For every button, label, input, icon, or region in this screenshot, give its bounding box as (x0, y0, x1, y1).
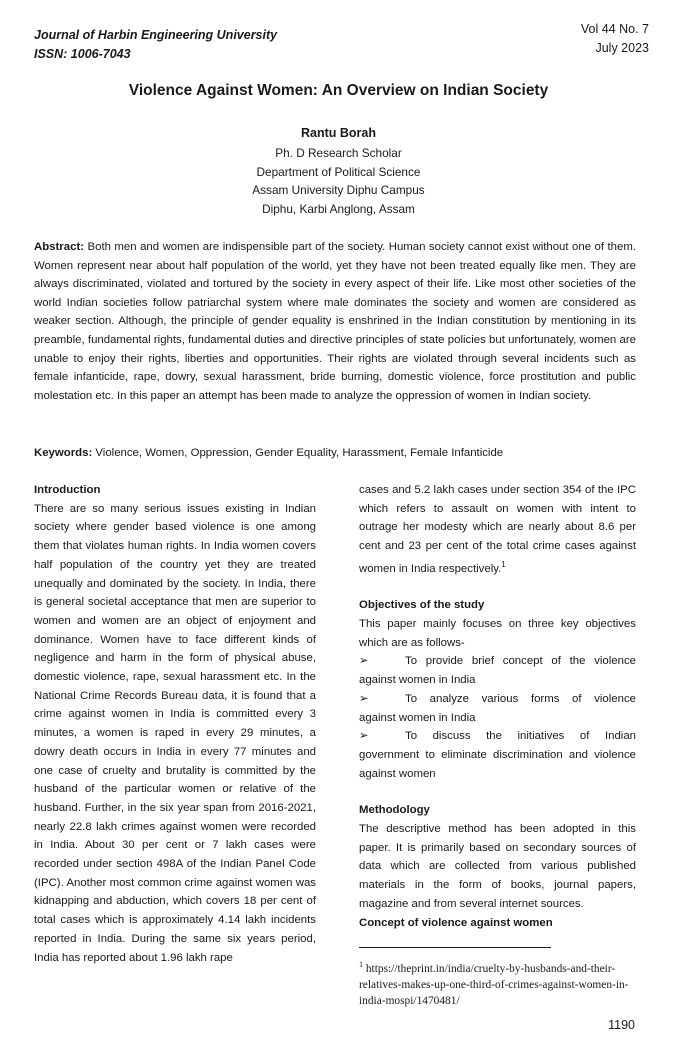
footnote-number: 1 (359, 960, 363, 969)
volume-header (581, 20, 649, 58)
objective-text-cont: government to eliminate discrimination and violence against women (359, 748, 636, 780)
introduction-heading: Introduction (34, 484, 101, 496)
volume-number: Vol 44 No. 7 (580, 22, 649, 36)
arrow-bullet-icon: ➢ (359, 692, 369, 705)
keywords-label: Keywords: (34, 447, 93, 459)
objective-text: To provide brief concept of the violence (405, 655, 636, 668)
objectives-intro: This paper mainly focuses on three key objectives which are as follows- (359, 618, 636, 649)
journal-issn: ISSN: 1006-7043 (34, 47, 131, 61)
keywords-text: Violence, Women, Oppression, Gender Equality, Harassment, Female Infanticide (95, 447, 504, 459)
arrow-bullet-icon: ➢ (359, 655, 369, 668)
affiliation-line: Ph. D Research Scholar (275, 146, 402, 160)
objective-item (359, 690, 636, 727)
abstract (34, 238, 636, 405)
page-number: 1190 (608, 1018, 635, 1032)
introduction-continued (359, 481, 636, 578)
objective-text-cont: against women in India (359, 711, 476, 724)
introduction-text: There are so many serious issues existing in Indian society where gender based violence is one among them that violates human rights. In India women covers half population of the country yet they are treated unequally and dominated by the society. In India, there is general societal acceptance that men are superior to women and women are an object of enjoyment and dominance. Women have to face different kinds of negligence and harm in the form of physical abuse, domestic violence, rape, sexual harassment etc. In the National Crime Records Bureau data, it is found that a crime against women in India is committed every 3 minutes, a women is raped in every 29 minutes, a dowry death occurs in India in every 77 minutes and one case of cruelty and brutality is committed by the husband of the particular women or relative of the husband. Further, in the six year span from 2016-2021, nearly 22.8 lakh crimes against women were recorded in India. About 30 per cent or 7 lakh cases were recorded under section 498A of the Indian Panel Code (IPC). Another most common crime against women was kidnapping and abduction, which covers 18 per cent of total cases which is approximately 4.14 lakh incidents reported in India. During the same six years period, India has reported about 1.96 lakh rape (34, 502, 316, 964)
affiliation-line: Diphu, Karbi Anglong, Assam (262, 201, 415, 216)
objective-item (359, 727, 636, 783)
journal-name: Journal of Harbin Engineering University (34, 28, 278, 42)
objective-text: To discuss the initiatives of Indian (405, 730, 636, 743)
journal-header (34, 26, 277, 64)
footnote-url: https://theprint.in/india/cruelty-by-husbands-and-their-relatives-makes-up-one-third-of-crimes-against-women-in-india-mospi/1470481/ (359, 962, 629, 1007)
footnote (359, 957, 639, 1009)
objective-item (359, 652, 636, 689)
issue-date: July 2023 (595, 41, 649, 55)
objective-text: To analyze various forms of violence (405, 692, 636, 705)
methodology-text: The descriptive method has been adopted in this paper. It is primarily based on secondary sources of data which are collected from various published materials in the form of books, journal papers, magazine and from several internet sources. (359, 823, 636, 910)
abstract-label: Abstract: (34, 241, 85, 253)
objective-text-cont: against women in India (359, 674, 476, 687)
affiliation-line: Department of Political Science (256, 164, 421, 179)
abstract-text: Both men and women are indispensible part of the society. Human society cannot exist without one of them. Women represent near about half population of the world, yet they have not been treated equally like men. They are always discriminated, violated and tortured by the society in every aspect of their life. Like most other societies of the world Indian societies follow patriarchal system where male dominates the society and women are considered as weaker section. Although, the principle of gender equality is enshrined in the Indian constitution by mentioning in its preamble, fundamental rights, fundamental duties and directive principles of state policies but unfortunately, women are unable to enjoy their rights, liberties and opportunities. Their rights are violated through several incidents such as female infanticide, rape, dowry, sexual harassment, bride burning, domestic violence, force prostitution and public molestation etc. In this paper an attempt has been made to analyze the oppression of women in Indian society. (34, 241, 637, 402)
author-name: Rantu Borah (301, 126, 376, 140)
paper-title: Violence Against Women: An Overview on Indian Society (128, 82, 549, 99)
affiliation-line: Assam University Diphu Campus (252, 183, 425, 197)
keywords (34, 444, 636, 463)
concept-heading: Concept of violence against women (359, 916, 553, 929)
author-affiliation (0, 144, 677, 218)
methodology-heading: Methodology (359, 804, 430, 817)
introduction-continued-text: cases and 5.2 lakh cases under section 354 of the IPC which refers to assault on women with intent to outrage her modesty which are nearly about 8.6 per cent and 23 per cent of the total crime cases against women in India respectively. (359, 484, 636, 575)
left-column (34, 481, 316, 967)
arrow-bullet-icon: ➢ (359, 730, 369, 743)
right-column (359, 481, 636, 932)
footnote-divider (359, 947, 551, 948)
objectives-heading: Objectives of the study (359, 599, 485, 612)
footnote-reference: 1 (501, 559, 506, 569)
